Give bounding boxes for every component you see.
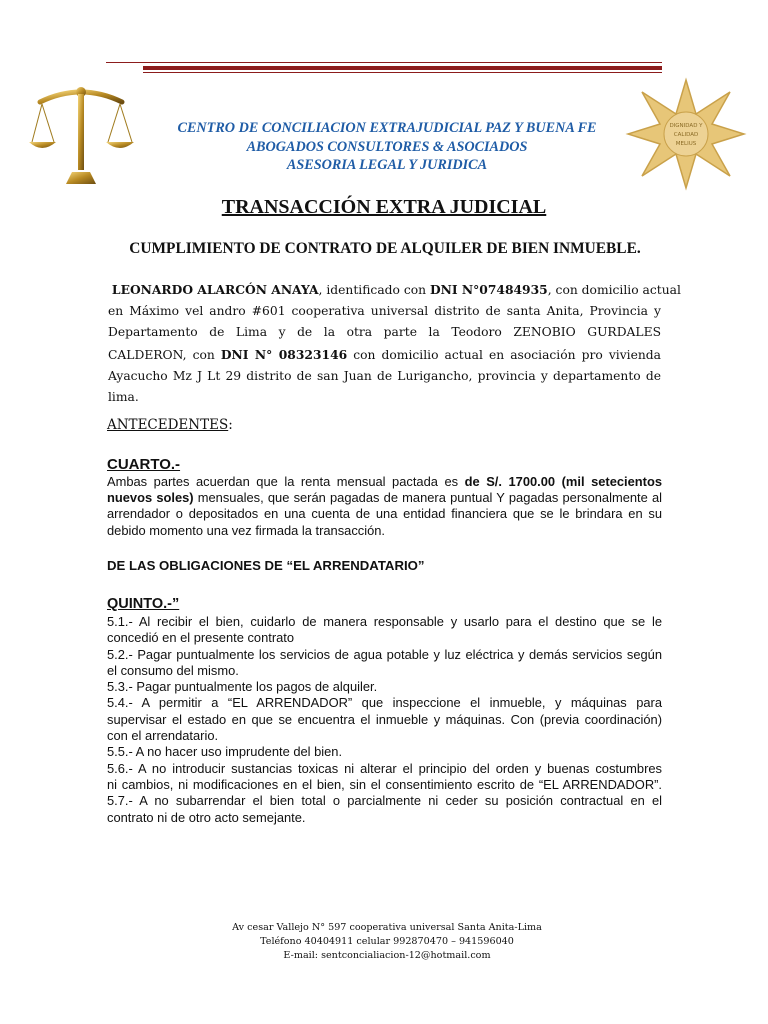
cuarto-line-1: Ambas partes acuerdan que la renta mensual pactada es de S/. 1700.00 (mil setecientos	[107, 474, 662, 489]
party-1-dni: DNI N°07484935	[429, 282, 548, 297]
seal-text-1: DIGNIDAD Y	[669, 123, 703, 129]
quinto-line: concedió en el presente contrato	[107, 630, 295, 646]
parties-line-5: Ayacucho Mz J Lt 29 distrito de san Juan de Lurigancho, provincia y departamento de	[108, 368, 661, 383]
footer-phones: Teléfono 40404911 celular 992870470 – 941596040	[260, 936, 514, 947]
quinto-list	[107, 614, 662, 826]
parties-line-4: CALDERON, con DNI N° 08323146 con domicilio actual en asociación pro vivienda	[108, 346, 661, 362]
quinto-heading: QUINTO.-”	[107, 596, 180, 612]
parties-paragraph	[108, 279, 681, 408]
scales-of-justice-icon	[26, 80, 136, 190]
quinto-line: con el arrendatario.	[107, 728, 219, 744]
parties-line-1: LEONARDO ALARCÓN ANAYA, identificado con DNI N°07484935, con domicilio actual	[111, 282, 681, 297]
seal-star-icon	[626, 78, 746, 190]
header-rule-thin	[106, 62, 662, 63]
letterhead-firm-name	[150, 119, 624, 175]
firm-line-1: CENTRO DE CONCILIACION EXTRAJUDICIAL PAZ Y BUENA FE	[177, 120, 597, 136]
antecedentes-heading: ANTECEDENTES:	[107, 417, 233, 433]
quinto-line: 5.3.- Pagar puntualmente los pagos de alquiler.	[107, 679, 378, 695]
quinto-line: 5.2.- Pagar puntualmente los servicios de agua potable y luz eléctrica y demás servicios según	[107, 646, 662, 662]
header-rule-thick	[143, 66, 662, 70]
parties-line-3: Departamento de Lima y de la otra parte la Teodoro ZENOBIO GURDALES	[108, 325, 661, 340]
quinto-line: 5.1.- Al recibir el bien, cuidarlo de manera responsable y usarlo para el destino que se le	[107, 614, 662, 629]
document-subtitle: CUMPLIMIENTO DE CONTRATO DE ALQUILER DE BIEN INMUEBLE.	[129, 240, 641, 257]
cuarto-line-4: debido momento una vez firmada la transacción.	[107, 522, 386, 538]
quinto-line: 5.7.- A no subarrendar el bien total o parcialmente ni ceder su posición contractual en el	[107, 793, 662, 809]
obligaciones-heading: DE LAS OBLIGACIONES DE “EL ARRENDATARIO”	[107, 558, 425, 573]
parties-line-6: lima.	[108, 390, 139, 405]
cuarto-line-3: arrendador o depositados en una cuenta de una entidad financiera que se le brindara en su	[107, 506, 662, 522]
quinto-line: contrato ni de otro acto semejante.	[107, 809, 306, 825]
quinto-line: ni cambios, ni modificaciones en el bien, sin el consentimiento escrito de “EL ARRENDADOR”.	[107, 776, 662, 792]
parties-line-2: en Máximo vel andro #601 cooperativa universal distrito de santa Anita, Provincia y	[108, 304, 661, 319]
rent-amount: de S/. 1700.00 (mil setecientos	[464, 474, 662, 489]
quinto-line: 5.6.- A no introducir sustancias toxicas ni alterar el principio del orden y buenas costumbres	[107, 760, 662, 776]
quinto-line: el consumo del mismo.	[107, 662, 239, 678]
cuarto-heading: CUARTO.-	[107, 456, 181, 473]
quinto-line: 5.5.- A no hacer uso imprudente del bien.	[107, 744, 343, 760]
footer-contact	[150, 921, 624, 963]
seal-text-2: CALIDAD	[673, 132, 699, 138]
header-rule-thin-bottom	[143, 72, 662, 73]
firm-line-2: ABOGADOS CONSULTORES & ASOCIADOS	[246, 138, 528, 155]
footer-email: E-mail: sentconcialiacion-12@hotmail.com	[283, 950, 491, 961]
quinto-line: supervisar el estado en que se encuentra el inmueble y máquinas. Con (previa coordinación)	[107, 711, 662, 727]
seal-text-3: MELIUS	[675, 141, 697, 147]
firm-line-3: ASESORIA LEGAL Y JURIDICA	[286, 157, 488, 174]
cuarto-paragraph	[107, 474, 662, 539]
document-title: TRANSACCIÓN EXTRA JUDICIAL	[221, 196, 547, 218]
cuarto-line-2: nuevos soles) mensuales, que serán pagadas de manera puntual Y pagadas personalmente al	[107, 490, 663, 506]
quinto-line: 5.4.- A permitir a “EL ARRENDADOR” que inspeccione el inmueble, y máquinas para	[107, 695, 662, 711]
footer-address: Av cesar Vallejo N° 597 cooperativa universal Santa Anita-Lima	[232, 922, 542, 933]
party-2-dni: DNI N° 08323146	[220, 346, 348, 362]
party-1-name: LEONARDO ALARCÓN ANAYA	[111, 282, 319, 297]
